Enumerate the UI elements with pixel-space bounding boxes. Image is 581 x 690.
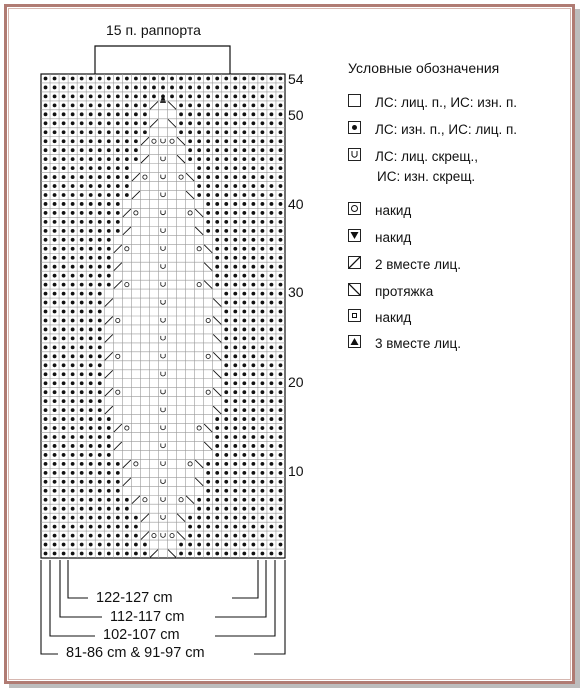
row-number-50: 50: [288, 107, 304, 123]
circle-icon: [348, 202, 361, 215]
row-number-10: 10: [288, 463, 304, 479]
size-label-102: 102-107 cm: [103, 627, 180, 643]
size-label-81: 81-86 cm & 91-97 cm: [66, 645, 205, 661]
legend-title: Условные обозначения: [348, 60, 500, 76]
row-number-20: 20: [288, 374, 304, 390]
empty-square-icon: [348, 94, 361, 107]
size-label-122: 122-127 cm: [96, 590, 173, 606]
row-number-54: 54: [288, 71, 304, 87]
repeat-bracket: [95, 46, 230, 74]
size-label-112: 112-117 cm: [110, 609, 185, 625]
triangle-up-icon: [348, 335, 361, 348]
row-number-30: 30: [288, 284, 304, 300]
slash-right-icon: [348, 256, 361, 269]
triangle-down-icon: [348, 229, 361, 242]
repeat-label: 15 п. раппорта: [106, 22, 201, 38]
u-twist-icon: [348, 148, 361, 161]
small-square-icon: [348, 309, 361, 322]
slash-left-icon: [348, 283, 361, 296]
dot-icon: [348, 121, 361, 134]
row-number-40: 40: [288, 196, 304, 212]
